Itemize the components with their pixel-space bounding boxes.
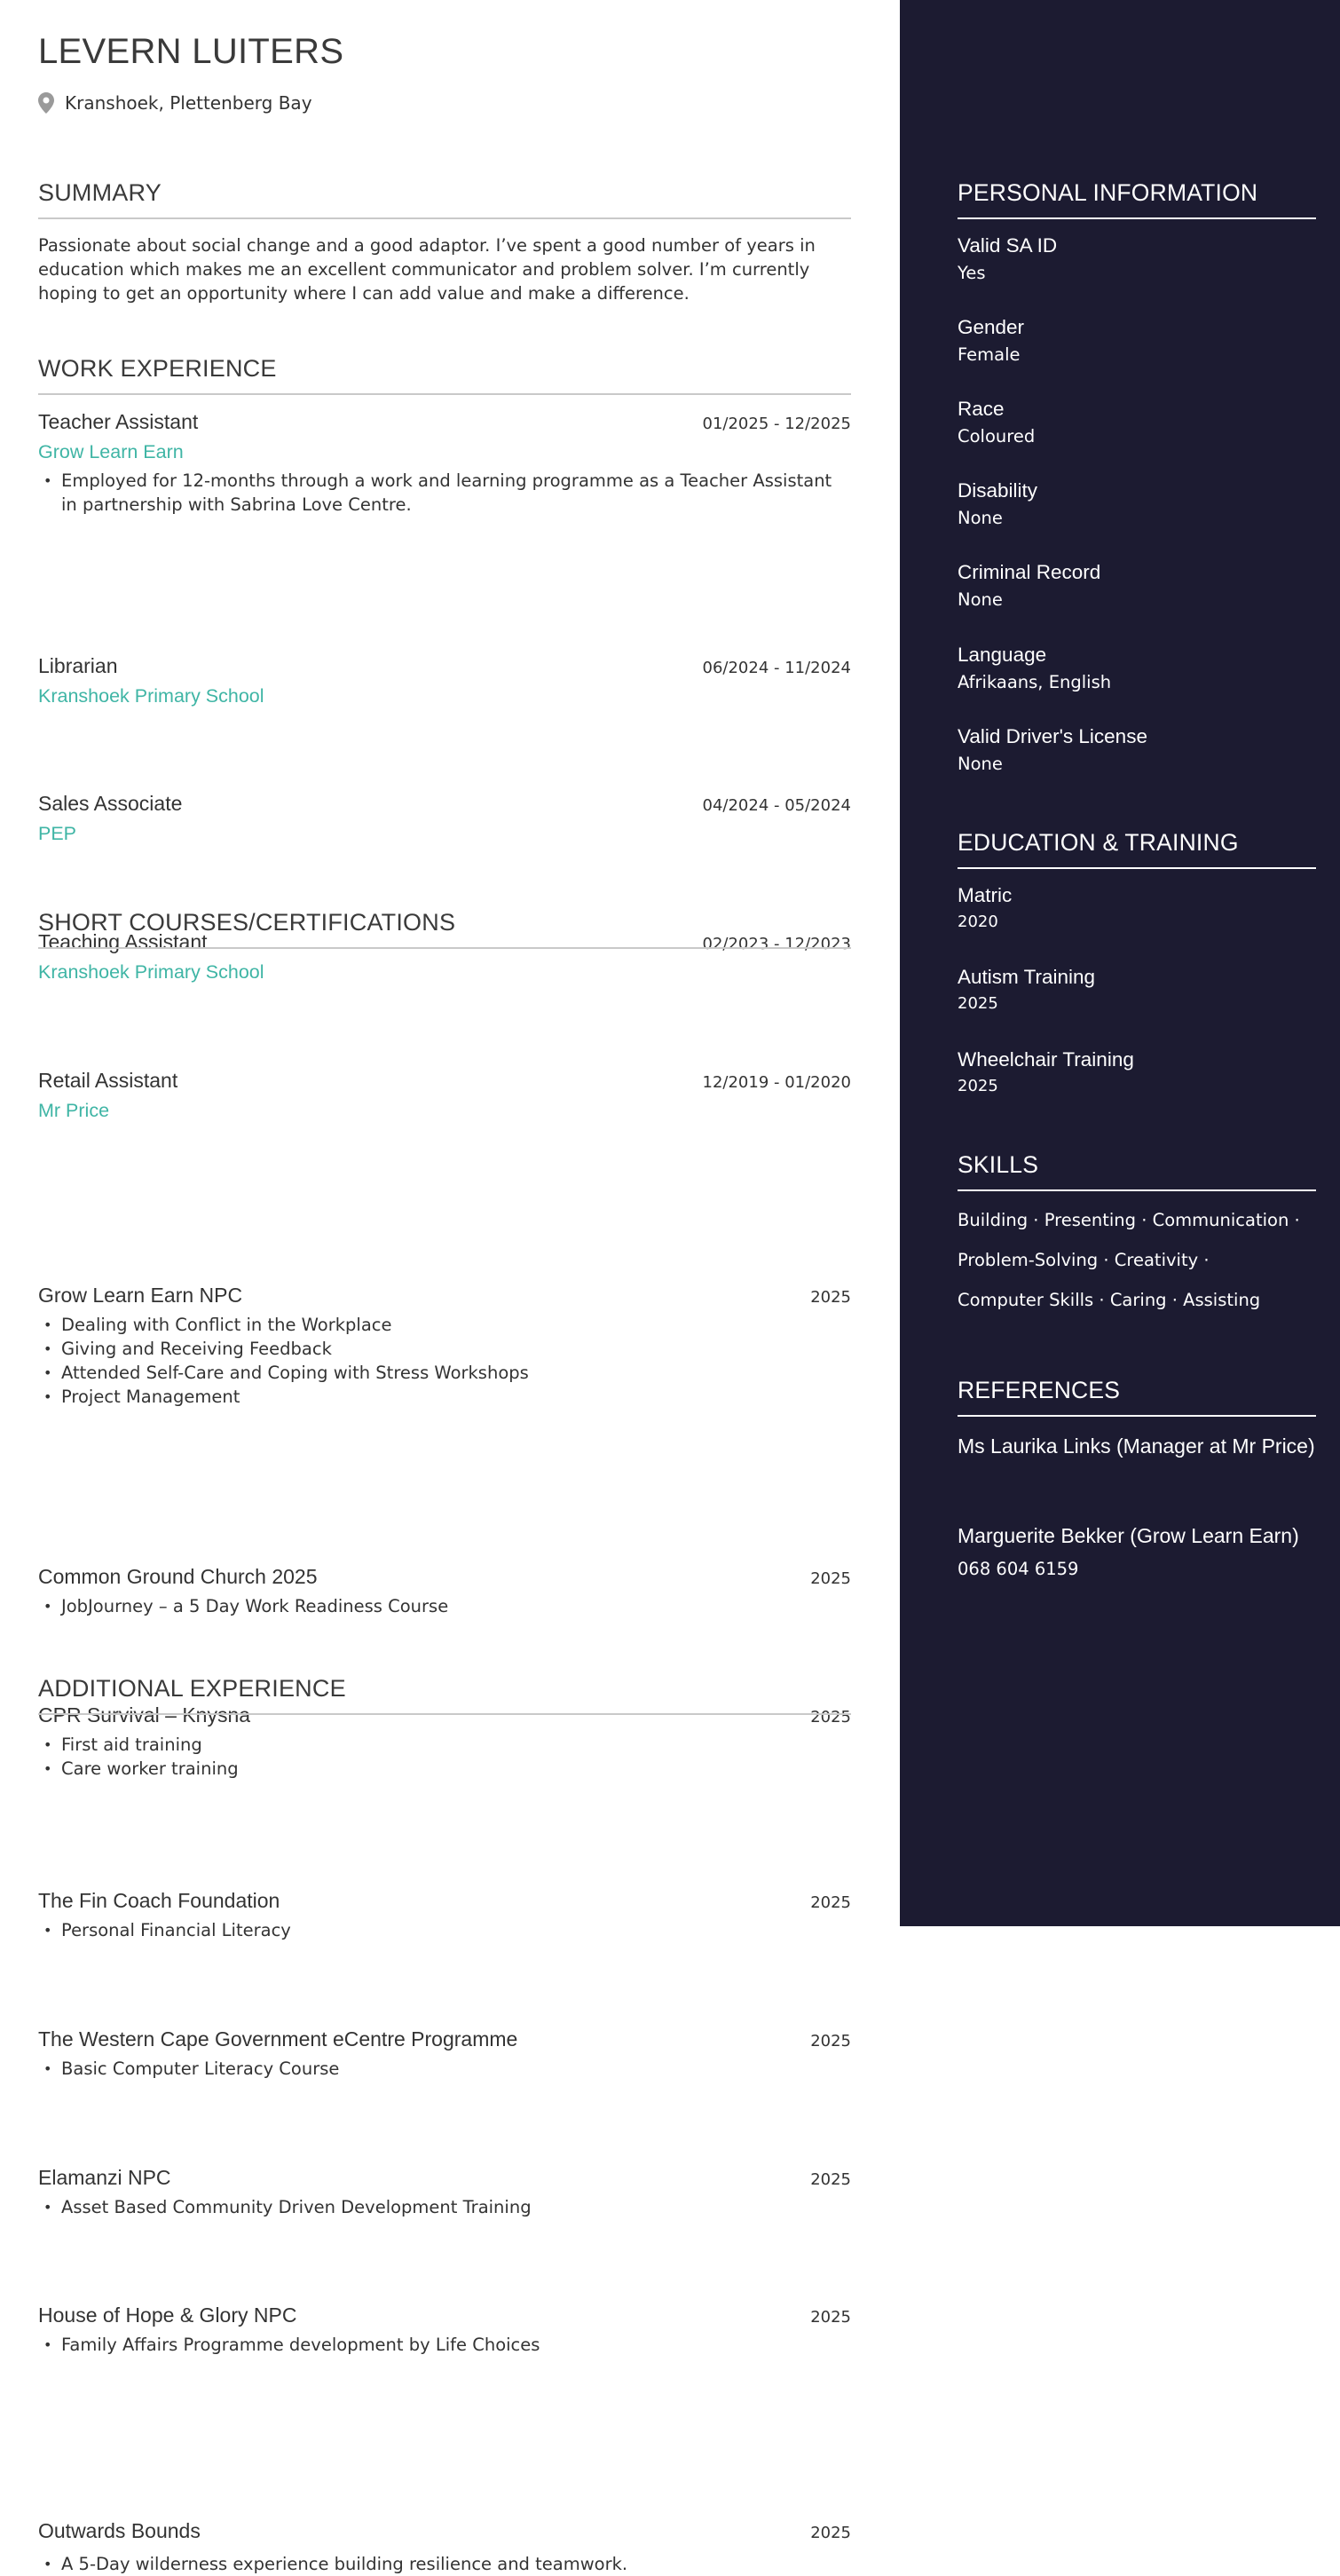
course-bullets: [38, 2195, 851, 2219]
skills-line: Computer Skills · Caring · Assisting: [958, 1290, 1261, 1310]
job-company: Kranshoek Primary School: [38, 685, 264, 707]
job-title: Retail Assistant: [38, 1069, 178, 1092]
personal-label: Race: [958, 398, 1005, 420]
location: [38, 92, 312, 114]
job-company: PEP: [38, 823, 77, 844]
section-title: SKILLS: [958, 1151, 1316, 1191]
course-title: House of Hope & Glory NPC: [38, 2303, 297, 2327]
job-date: 02/2023 - 12/2023: [702, 935, 851, 953]
job-entry: [38, 410, 851, 517]
reference-phone: 068 604 6159: [958, 1559, 1079, 1579]
education-section: [958, 829, 1316, 869]
education-year: 2025: [958, 994, 998, 1013]
course-entry: [38, 1889, 851, 1942]
course-entry: [38, 2303, 851, 2357]
bullet-item: • JobJourney – a 5 Day Work Readiness Course: [38, 1594, 851, 1618]
work-experience-section: [38, 355, 851, 395]
personal-item: [958, 561, 1316, 610]
section-title: SHORT COURSES/CERTIFICATIONS: [38, 909, 851, 949]
personal-value: Yes: [958, 263, 986, 283]
course-date: 2025: [810, 1569, 851, 1588]
course-title: Grow Learn Earn NPC: [38, 1284, 243, 1307]
personal-item: [958, 725, 1316, 774]
course-bullets: [38, 1313, 851, 1409]
personal-label: Disability: [958, 479, 1038, 502]
personal-label: Gender: [958, 316, 1025, 338]
course-entry: [38, 2166, 851, 2219]
personal-item: [958, 398, 1316, 446]
personal-value: None: [958, 589, 1003, 610]
skills-line: Building · Presenting · Communication ·: [958, 1210, 1300, 1230]
additional-bullets: [38, 2552, 851, 2576]
course-date: 2025: [810, 2032, 851, 2051]
job-date: 04/2024 - 05/2024: [702, 796, 851, 815]
section-title: SUMMARY: [38, 179, 851, 219]
bullet-item: • Personal Financial Literacy: [38, 1918, 851, 1942]
personal-label: Language: [958, 644, 1047, 666]
job-date: 01/2025 - 12/2025: [702, 415, 851, 433]
personal-value: None: [958, 754, 1003, 774]
bullet-item: • Basic Computer Literacy Course: [38, 2057, 851, 2081]
personal-value: Coloured: [958, 426, 1036, 446]
education-item: [958, 966, 1316, 1013]
bullet-item: • Employed for 12-months through a work and learning programme as a Teacher Assistant in partnership with Sabrina Love Centre.: [38, 469, 851, 517]
personal-item: [958, 479, 1316, 528]
course-entry: [38, 1703, 851, 1781]
course-bullets: [38, 2057, 851, 2081]
bullet-item: • Family Affairs Programme development by Life Choices: [38, 2333, 851, 2357]
course-bullets: [38, 1594, 851, 1618]
additional-entry: [38, 2519, 851, 2576]
personal-value: Afrikaans, English: [958, 672, 1112, 692]
course-date: 2025: [810, 2308, 851, 2327]
bullet-item: • Project Management: [38, 1385, 851, 1409]
personal-label: Criminal Record: [958, 561, 1101, 583]
course-bullets: [38, 1918, 851, 1942]
section-title: PERSONAL INFORMATION: [958, 179, 1316, 219]
bullet-item: • First aid training: [38, 1733, 851, 1757]
job-company: Mr Price: [38, 1100, 110, 1121]
job-title: Teaching Assistant: [38, 930, 208, 953]
personal-label: Valid Driver's License: [958, 725, 1147, 747]
education-label: Wheelchair Training: [958, 1048, 1134, 1071]
reference-item: [958, 1432, 1316, 1460]
skills-section: [958, 1151, 1316, 1320]
course-date: 2025: [810, 2170, 851, 2189]
course-entry: [38, 1565, 851, 1618]
additional-title: Outwards Bounds: [38, 2519, 201, 2542]
sidebar: [900, 0, 1340, 1926]
course-entry: [38, 2027, 851, 2081]
additional-experience-section: [38, 1675, 851, 1715]
personal-label: Valid SA ID: [958, 234, 1058, 257]
section-title: WORK EXPERIENCE: [38, 355, 851, 395]
skills-line: Problem-Solving · Creativity ·: [958, 1250, 1210, 1270]
education-item: [958, 884, 1316, 931]
summary-text: Passionate about social change and a good adaptor. I’ve spent a good number of years in education which makes me an excellent communicator and problem solver. I’m currently hoping to get an opportunity where I can add value and make a difference.: [38, 235, 816, 304]
job-bullets: [38, 469, 851, 517]
personal-information-section: [958, 179, 1316, 219]
course-bullets: [38, 1733, 851, 1781]
courses-section: [38, 909, 851, 949]
course-title: The Fin Coach Foundation: [38, 1889, 280, 1912]
job-title: Teacher Assistant: [38, 410, 199, 433]
job-entry: [38, 792, 851, 845]
bullet-item: • Attended Self-Care and Coping with Stress Workshops: [38, 1361, 851, 1385]
job-entry: [38, 654, 851, 707]
references-section: [958, 1377, 1316, 1417]
section-title: EDUCATION & TRAINING: [958, 829, 1316, 869]
personal-item: [958, 316, 1316, 365]
personal-value: Female: [958, 344, 1021, 365]
location-text: Kranshoek, Plettenberg Bay: [65, 92, 312, 114]
course-date: 2025: [810, 1708, 851, 1727]
job-title: Librarian: [38, 654, 118, 677]
education-label: Matric: [958, 884, 1013, 906]
education-item: [958, 1048, 1316, 1095]
skills-list: [958, 1200, 1316, 1320]
reference-name: Ms Laurika Links (Manager at Mr Price): [958, 1434, 1315, 1458]
course-title: CPR Survival – Knysna: [38, 1703, 251, 1727]
job-company: Kranshoek Primary School: [38, 961, 264, 983]
job-date: 06/2024 - 11/2024: [702, 659, 851, 677]
bullet-item: • Dealing with Conflict in the Workplace: [38, 1313, 851, 1337]
course-entry: [38, 1284, 851, 1409]
section-title: REFERENCES: [958, 1377, 1316, 1417]
course-bullets: [38, 2333, 851, 2357]
course-date: 2025: [810, 1288, 851, 1307]
personal-item: [958, 644, 1316, 692]
education-year: 2025: [958, 1077, 998, 1095]
reference-name: Marguerite Bekker (Grow Learn Earn): [958, 1524, 1299, 1547]
job-company: Grow Learn Earn: [38, 441, 184, 462]
bullet-item: • A 5-Day wilderness experience building resilience and teamwork.: [38, 2552, 851, 2576]
candidate-name: LEVERN LUITERS: [38, 32, 344, 71]
map-pin-icon: [38, 92, 54, 114]
personal-value: None: [958, 508, 1003, 528]
bullet-item: • Asset Based Community Driven Development Training: [38, 2195, 851, 2219]
summary-section: [38, 179, 851, 305]
section-title: ADDITIONAL EXPERIENCE: [38, 1675, 851, 1715]
course-title: Elamanzi NPC: [38, 2166, 171, 2189]
bullet-item: • Care worker training: [38, 1757, 851, 1781]
course-title: The Western Cape Government eCentre Programme: [38, 2027, 518, 2051]
job-date: 12/2019 - 01/2020: [702, 1073, 851, 1092]
job-entry: [38, 1069, 851, 1122]
additional-date: 2025: [810, 2524, 851, 2542]
job-title: Sales Associate: [38, 792, 183, 815]
reference-item: [958, 1521, 1316, 1579]
bullet-item: • Giving and Receiving Feedback: [38, 1337, 851, 1361]
personal-item: [958, 234, 1316, 283]
course-title: Common Ground Church 2025: [38, 1565, 318, 1588]
course-date: 2025: [810, 1893, 851, 1912]
education-year: 2020: [958, 913, 998, 931]
education-label: Autism Training: [958, 966, 1096, 988]
